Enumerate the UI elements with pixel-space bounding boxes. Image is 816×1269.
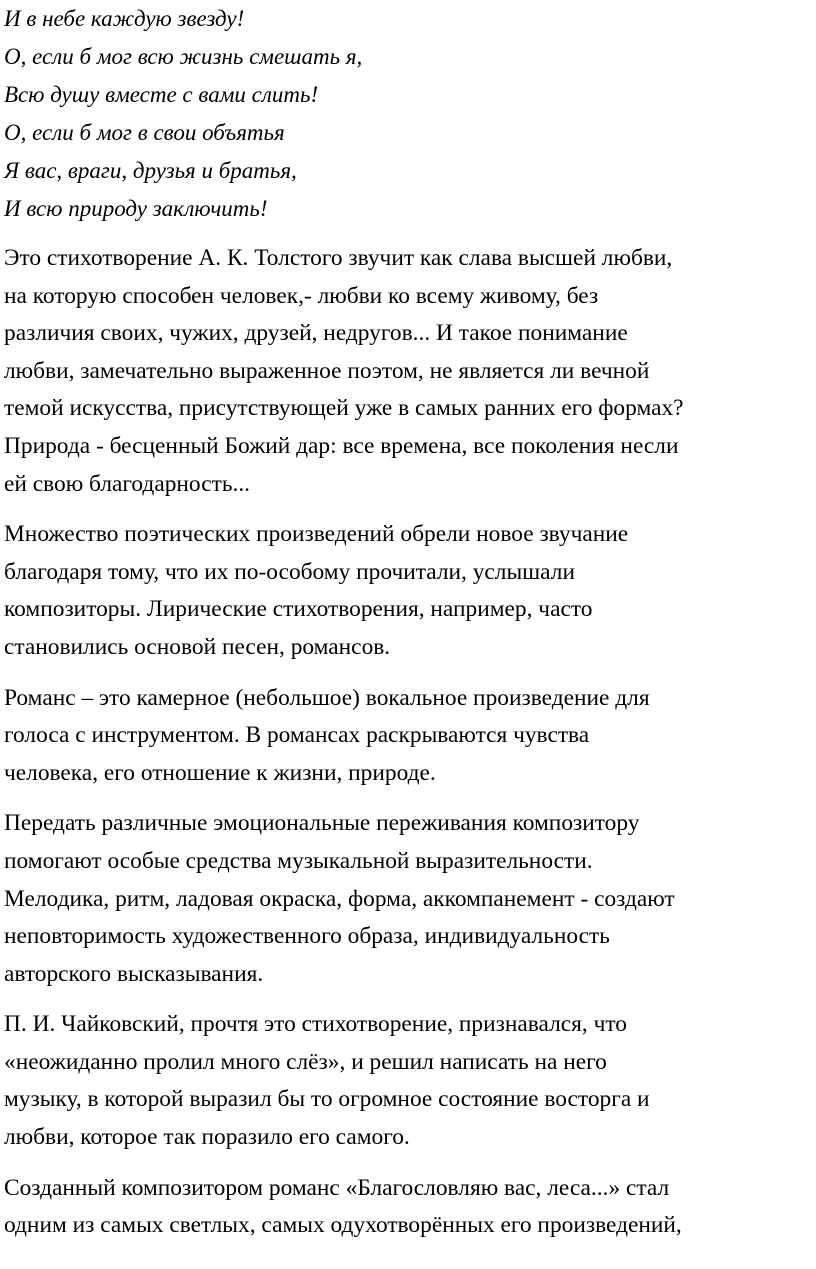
poem-line: И в небе каждую звезду! [4, 6, 245, 31]
text-line: помогают особые средства музыкальной выразительности. [4, 847, 593, 874]
text-line: человека, его отношение к жизни, природе. [4, 759, 436, 786]
text-line: Созданный композитором романс «Благословляю вас, леса...» стал [4, 1174, 670, 1201]
text-line: неповторимость художественного образа, индивидуальность [4, 923, 610, 950]
text-line: одним из самых светлых, самых одухотворённых его произведений, [4, 1212, 682, 1239]
text-line: любви, которое так поразило его самого. [4, 1124, 410, 1151]
paragraph-spacer [4, 993, 814, 1006]
paragraph-tolstoy-poem-commentary [4, 240, 814, 503]
text-line: музыку, в которой выразил бы то огромное состояние восторга и [4, 1086, 650, 1113]
document-page [4, 0, 814, 1245]
paragraph-tchaikovsky [4, 1006, 814, 1156]
text-line: голоса с инструментом. В романсах раскрываются чувства [4, 722, 590, 749]
text-line: авторского высказывания. [4, 960, 264, 987]
paragraph-spacer [4, 792, 814, 805]
text-line: Мелодика, ритм, ладовая окраска, форма, аккомпанемент - создают [4, 885, 675, 912]
text-line: Множество поэтических произведений обрели новое звучание [4, 521, 629, 548]
text-line: темой искусства, присутствующей уже в самых ранних его формах? [4, 395, 684, 422]
paragraph-poetry-composers [4, 516, 814, 666]
paragraph-musical-expression [4, 805, 814, 993]
text-line: на которую способен человек,- любви ко всему живому, без [4, 282, 599, 309]
paragraph-romance-creation [4, 1170, 814, 1245]
text-line: благодаря тому, что их по-особому прочитали, услышали [4, 558, 575, 585]
text-line: Романс – это камерное (небольшое) вокальное произведение для [4, 684, 650, 711]
text-line: «неожиданно пролил много слёз», и решил написать на него [4, 1048, 607, 1075]
paragraph-spacer [4, 667, 814, 680]
text-line: П. И. Чайковский, прочтя это стихотворение, признавался, что [4, 1011, 627, 1038]
text-line: композиторы. Лирические стихотворения, например, часто [4, 596, 593, 623]
paragraph-spacer [4, 228, 814, 240]
text-line: Природа - бесценный Божий дар: все времена, все поколения несли [4, 432, 679, 459]
text-line: Это стихотворение А. К. Толстого звучит как слава высшей любви, [4, 245, 673, 271]
paragraph-spacer [4, 503, 814, 516]
text-line: Передать различные эмоциональные переживания композитору [4, 810, 640, 837]
poem-line: Я вас, враги, друзья и братья, [4, 158, 297, 183]
poem-line: О, если б мог в свои объятья [4, 120, 285, 145]
poem-line: О, если б мог всю жизнь смешать я, [4, 44, 363, 69]
paragraph-spacer [4, 1157, 814, 1170]
paragraph-romance-definition [4, 680, 814, 793]
poem-line: И всю природу заключить! [4, 196, 268, 221]
poem-line: Всю душу вместе с вами слить! [4, 82, 319, 107]
text-line: становились основой песен, романсов. [4, 633, 391, 660]
text-line: ей свою благодарность... [4, 470, 251, 497]
text-line: различия своих, чужих, друзей, недругов... И такое понимание [4, 320, 628, 347]
text-line: любви, замечательно выраженное поэтом, не является ли вечной [4, 357, 650, 384]
poem-stanza [4, 0, 814, 228]
